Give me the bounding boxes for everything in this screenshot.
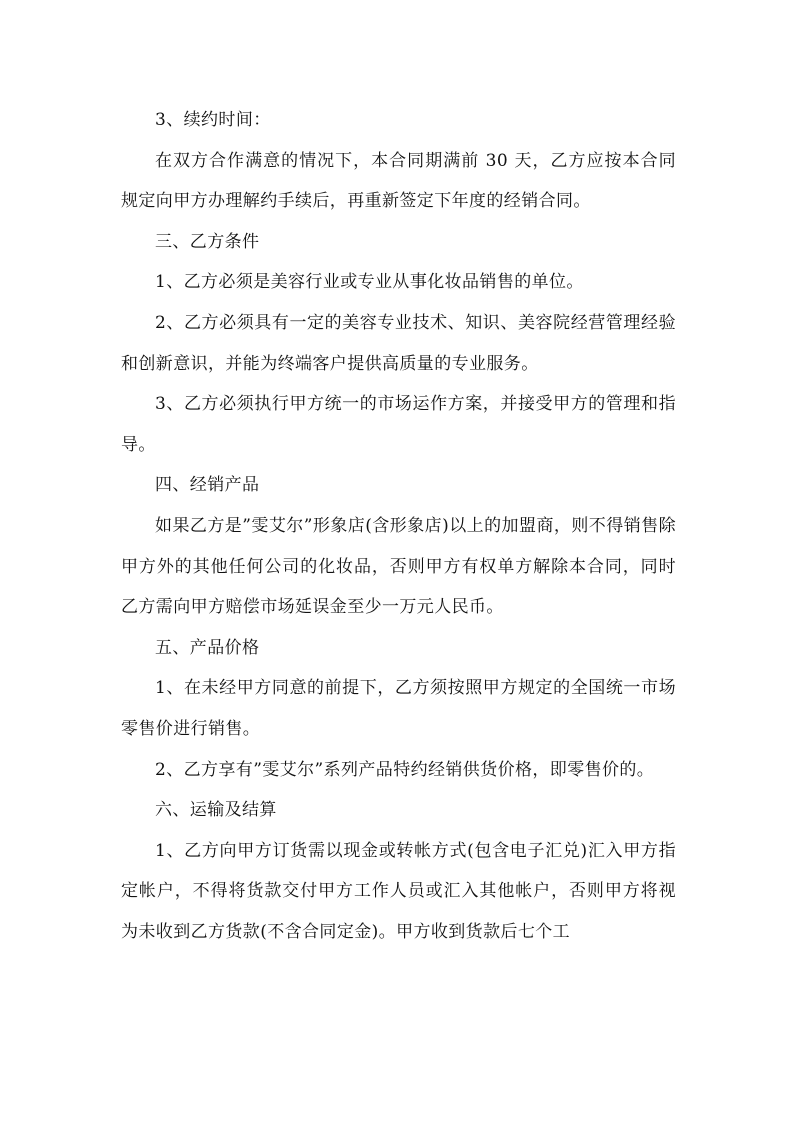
- paragraph: 1、乙方必须是美容行业或专业从事化妆品销售的单位。: [155, 272, 584, 293]
- section-heading: 三、乙方条件: [155, 231, 260, 252]
- paragraph: 2、乙方必须具有一定的美容专业技术、知识、美容院经营管理经验和创新意识，并能为终端客户提供高质量的专业服务。: [121, 312, 676, 374]
- paragraph: 1、在未经甲方同意的前提下，乙方须按照甲方规定的全国统一市场零售价进行销售。: [121, 678, 676, 739]
- section-heading: 五、产品价格: [155, 637, 260, 658]
- paragraph: 1、乙方向甲方订货需以现金或转帐方式(包含电子汇兑)汇入甲方指定帐户，不得将货款交付甲方工作人员或汇入其他帐户，否则甲方将视为未收到乙方货款(不含合同定金)。甲方收到货款后七个工: [121, 840, 676, 942]
- paragraph: 3、乙方必须执行甲方统一的市场运作方案，并接受甲方的管理和指导。: [121, 394, 676, 455]
- document-body: [121, 100, 676, 952]
- paragraph: 在双方合作满意的情况下，本合同期满前 30 天，乙方应按本合同规定向甲方办理解约手续后，再重新签定下年度的经销合同。: [121, 150, 676, 212]
- section-heading: 六、运输及结算: [155, 800, 277, 821]
- section-heading: 四、经销产品: [155, 475, 260, 496]
- paragraph: 如果乙方是”雯艾尔”形象店(含形象店)以上的加盟商，则不得销售除甲方外的其他任何公司的化妆品，否则甲方有权单方解除本合同，同时乙方需向甲方赔偿市场延误金至少一万元人民币。: [121, 515, 676, 618]
- paragraph: 2、乙方享有”雯艾尔”系列产品特约经销供货价格，即零售价的。: [155, 759, 655, 780]
- clause-heading: 3、续约时间：: [155, 110, 271, 130]
